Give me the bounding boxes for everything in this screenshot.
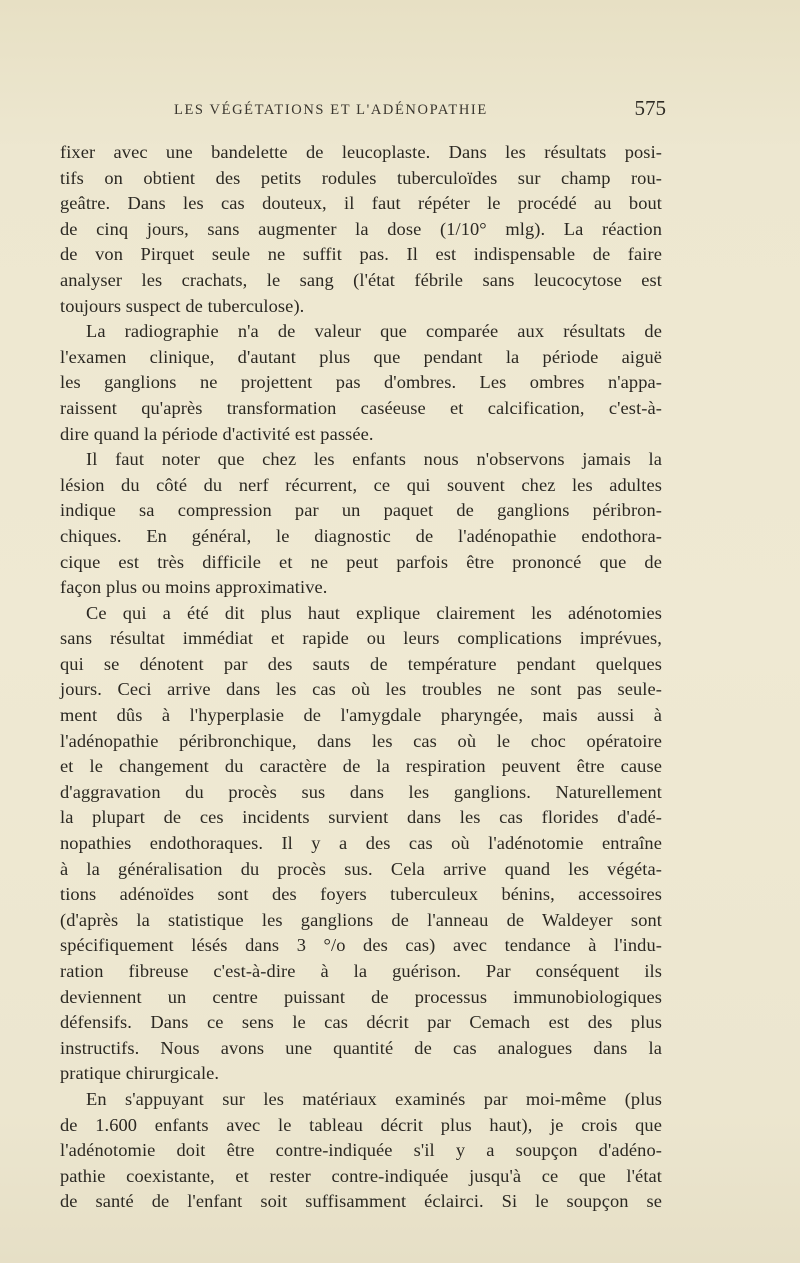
text-line: fixer avec une bandelette de leucoplaste. Dans les résultats posi- xyxy=(60,142,662,162)
text-line: dire quand la période d'activité est passée. xyxy=(60,423,374,444)
text-line: à la généralisation du procès sus. Cela arrive quand les végéta- xyxy=(60,858,662,879)
text-line: pratique chirurgicale. xyxy=(60,1063,220,1084)
text-line: chiques. En général, le diagnostic de l'adénopathie endothora- xyxy=(60,525,662,546)
text-line: de 1.600 enfants avec le tableau décrit plus haut), je crois que xyxy=(60,1114,662,1135)
text-line: La radiographie n'a de valeur que comparée aux résultats de xyxy=(86,321,662,342)
text-line: de von Pirquet seule ne suffit pas. Il est indispensable de faire xyxy=(60,244,662,265)
text-line: sans résultat immédiat et rapide ou leurs complications imprévues, xyxy=(60,628,662,649)
page-number: 575 xyxy=(634,96,666,120)
text-line: spécifiquement lésés dans 3 °/o des cas) avec tendance à l'indu- xyxy=(60,935,662,956)
text-line: (d'après la statistique les ganglions de l'anneau de Waldeyer sont xyxy=(60,909,662,930)
text-line: tions adénoïdes sont des foyers tuberculeux bénins, accessoires xyxy=(60,884,662,905)
text-line: deviennent un centre puissant de processus immunobiologiques xyxy=(60,986,662,1007)
text-line: ration fibreuse c'est-à-dire à la guérison. Par conséquent ils xyxy=(60,961,662,981)
text-line: tifs on obtient des petits rodules tuberculoïdes sur champ rou- xyxy=(60,167,662,188)
text-line: pathie coexistante, et rester contre-indiquée jusqu'à ce que l'état xyxy=(60,1165,662,1186)
text-line: instructifs. Nous avons une quantité de cas analogues dans la xyxy=(60,1037,662,1058)
running-head: LES VÉGÉTATIONS ET L'ADÉNOPATHIE xyxy=(174,102,488,118)
text-line: nopathies endothoraques. Il y a des cas où l'adénotomie entraîne xyxy=(60,833,662,854)
text-line: de cinq jours, sans augmenter la dose (1/10° mlg). La réaction xyxy=(60,218,662,239)
text-line: lésion du côté du nerf récurrent, ce qui souvent chez les adultes xyxy=(60,474,662,495)
text-line: Ce qui a été dit plus haut explique clairement les adénotomies xyxy=(86,602,662,623)
text-line: Il faut noter que chez les enfants nous n'observons jamais la xyxy=(86,449,662,470)
text-line: raissent qu'après transformation caséeuse et calcification, c'est-à- xyxy=(60,397,662,418)
text-line: défensifs. Dans ce sens le cas décrit par Cemach est des plus xyxy=(60,1012,662,1033)
text-line: l'adénopathie péribronchique, dans les cas où le choc opératoire xyxy=(60,730,662,751)
text-line: toujours suspect de tuberculose). xyxy=(60,295,305,316)
text-line: l'examen clinique, d'autant plus que pendant la période aiguë xyxy=(60,346,662,367)
text-line: jours. Ceci arrive dans les cas où les troubles ne sont pas seule- xyxy=(60,679,662,700)
text-line: En s'appuyant sur les matériaux examinés par moi-même (plus xyxy=(86,1088,662,1109)
text-line: qui se dénotent par des sauts de température pendant quelques xyxy=(60,653,662,674)
text-line: analyser les crachats, le sang (l'état fébrile sans leucocytose est xyxy=(60,269,662,290)
body-text xyxy=(60,140,662,1215)
text-line: indique sa compression par un paquet de ganglions péribron- xyxy=(60,500,662,521)
page-header xyxy=(60,96,666,126)
text-line: ment dûs à l'hyperplasie de l'amygdale pharyngée, mais aussi à xyxy=(60,705,662,726)
text-line: et le changement du caractère de la respiration peuvent être cause xyxy=(60,756,662,777)
text-line: l'adénotomie doit être contre-indiquée s'il y a soupçon d'adéno- xyxy=(60,1140,662,1161)
text-line: cique est très difficile et ne peut parfois être prononcé que de xyxy=(60,551,662,572)
text-line: façon plus ou moins approximative. xyxy=(60,577,328,598)
text-line: d'aggravation du procès sus dans les ganglions. Naturellement xyxy=(60,781,662,802)
text-line: geâtre. Dans les cas douteux, il faut répéter le procédé au bout xyxy=(60,193,662,214)
text-line: la plupart de ces incidents survient dans les cas florides d'adé- xyxy=(60,807,662,828)
text-line: les ganglions ne projettent pas d'ombres. Les ombres n'appa- xyxy=(60,372,662,393)
text-line: de santé de l'enfant soit suffisamment éclairci. Si le soupçon se xyxy=(60,1191,662,1212)
